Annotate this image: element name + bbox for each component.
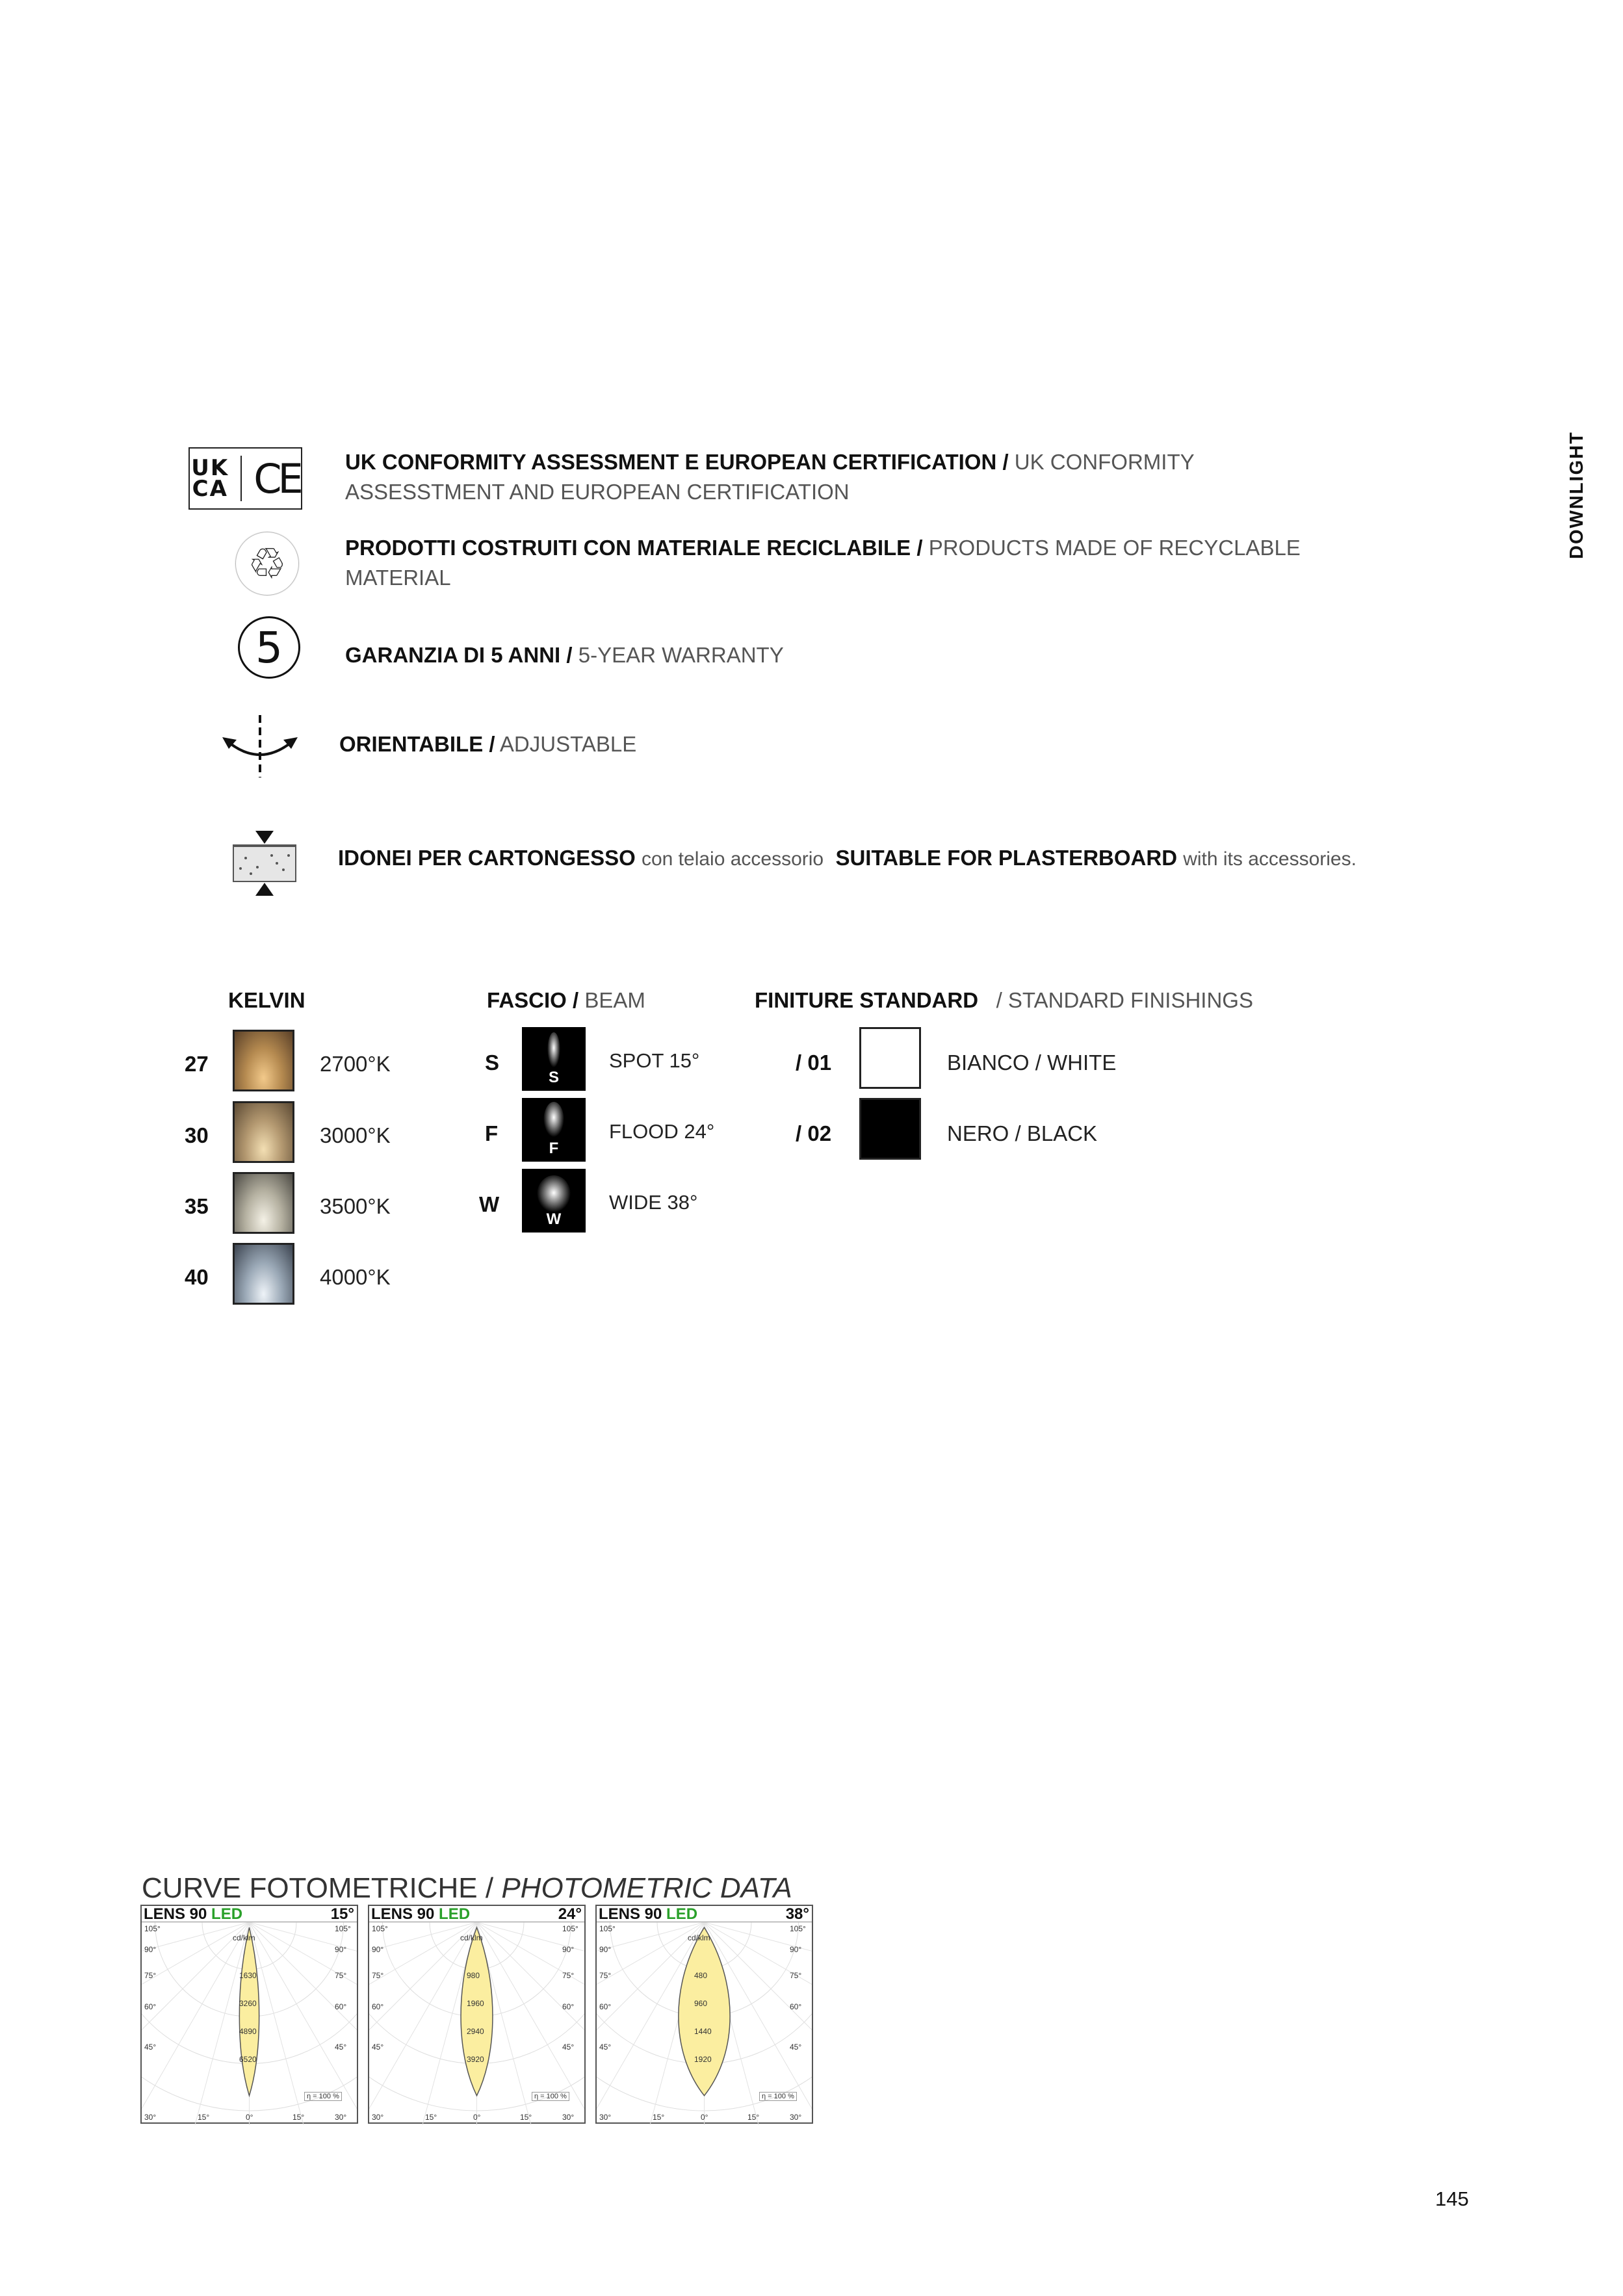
section-label: DOWNLIGHT — [1566, 431, 1587, 559]
plot-header — [369, 1906, 584, 1922]
angle-label-right: 30° — [562, 2113, 575, 2122]
efficiency-label: η = 100 % — [759, 2092, 797, 2101]
beam-header: FASCIO / BEAM — [487, 988, 645, 1012]
scale-value: 6520 — [239, 2055, 257, 2064]
beam-swatch-flood: F — [522, 1098, 586, 1162]
angle-label-left: 30° — [372, 2113, 384, 2122]
cert-ukca-text: UK CONFORMITY ASSESSMENT E EUROPEAN CERTIFICATION / UK CONFORMITY ASSESSTMENT AND EUROPEAN CERTIFICATION — [345, 450, 1195, 504]
finish-swatch-white — [859, 1027, 921, 1089]
angle-label-left: 75° — [372, 1971, 384, 1980]
kelvin-label: 2700°K — [320, 1052, 391, 1076]
plot-header — [597, 1906, 812, 1922]
kelvin-label: 3000°K — [320, 1123, 391, 1147]
polar-spoke — [250, 1922, 357, 2006]
angle-label-bottom: 15° — [747, 2113, 760, 2122]
angle-label-bottom: 0° — [246, 2113, 253, 2122]
kelvin-label: 3500°K — [320, 1194, 391, 1218]
finish-code: / 01 — [796, 1050, 832, 1075]
cert-warranty-text: GARANZIA DI 5 ANNI / 5-YEAR WARRANTY — [345, 643, 784, 667]
kelvin-code: 30 — [185, 1123, 209, 1147]
scale-value: 3920 — [467, 2055, 484, 2064]
angle-label-right: 60° — [562, 2002, 575, 2011]
scale-value: 2940 — [467, 2027, 484, 2036]
scale-value: 480 — [694, 1971, 708, 1980]
kelvin-swatch-2700 — [233, 1030, 294, 1091]
angle-label-bottom: 15° — [425, 2113, 437, 2122]
finish-label: BIANCO / WHITE — [947, 1050, 1117, 1075]
angle-label-right: 75° — [790, 1971, 802, 1980]
scale-value: 1440 — [694, 2027, 712, 2036]
plot-header — [142, 1906, 357, 1922]
photometric-plot — [595, 1905, 813, 2124]
scale-value: 4890 — [239, 2027, 257, 2036]
plot-lens-label: LENS 90 LED — [144, 1905, 243, 1923]
kelvin-code: 35 — [185, 1194, 209, 1218]
photometric-plot — [140, 1905, 358, 2124]
angle-label-right: 45° — [562, 2042, 575, 2052]
angle-label-right: 90° — [335, 1945, 347, 1954]
angle-label-left: 30° — [599, 2113, 612, 2122]
angle-label-left: 105° — [372, 1924, 388, 1933]
angle-label-right: 30° — [790, 2113, 802, 2122]
angle-label-left: 75° — [144, 1971, 157, 1980]
plot-led-label: LED — [666, 1905, 698, 1923]
plot-lens-label: LENS 90 LED — [599, 1905, 698, 1923]
scale-value: 1920 — [694, 2055, 712, 2064]
polar-spoke — [477, 1922, 585, 2006]
angle-label-right: 45° — [335, 2042, 347, 2052]
beam-lobe — [679, 1927, 730, 2096]
beam-code: S — [485, 1050, 500, 1075]
efficiency-label: η = 100 % — [532, 2092, 569, 2101]
angle-label-right: 30° — [335, 2113, 347, 2122]
ukca-ce-icon — [188, 447, 302, 510]
page-number: 145 — [1435, 2187, 1469, 2210]
polar-spoke — [165, 1922, 249, 2125]
angle-label-right: 105° — [562, 1924, 578, 1933]
beam-code: W — [479, 1192, 500, 1216]
kelvin-label: 4000°K — [320, 1265, 391, 1289]
beam-label: FLOOD 24° — [609, 1120, 715, 1143]
finishes-header: FINITURE STANDARD / STANDARD FINISHINGS — [755, 988, 1253, 1012]
unit-label: cd/klm — [233, 1933, 255, 1942]
photometric-plot — [368, 1905, 586, 2124]
adjustable-icon — [220, 714, 300, 779]
angle-label-left: 60° — [599, 2002, 612, 2011]
scale-value: 980 — [467, 1971, 480, 1980]
scale-value: 1630 — [239, 1971, 257, 1980]
warranty-5-icon: 5 — [238, 616, 300, 679]
finish-code: / 02 — [796, 1121, 832, 1145]
kelvin-header: KELVIN — [228, 988, 305, 1012]
angle-label-bottom: 15° — [520, 2113, 532, 2122]
angle-label-bottom: 0° — [473, 2113, 481, 2122]
photometric-title: CURVE FOTOMETRICHE / PHOTOMETRIC DATA — [142, 1872, 792, 1904]
angle-label-left: 90° — [599, 1945, 612, 1954]
beam-swatch-spot: S — [522, 1027, 586, 1091]
unit-label: cd/klm — [460, 1933, 483, 1942]
kelvin-swatch-4000 — [233, 1243, 294, 1305]
angle-label-right: 105° — [790, 1924, 806, 1933]
angle-label-right: 105° — [335, 1924, 351, 1933]
angle-label-left: 30° — [144, 2113, 157, 2122]
cert-adjustable-text: ORIENTABILE / ADJUSTABLE — [339, 732, 637, 756]
finish-label: NERO / BLACK — [947, 1121, 1098, 1145]
cert-plasterboard-text: IDONEI PER CARTONGESSO con telaio accessorio SUITABLE FOR PLASTERBOARD with its accessories. — [338, 846, 1357, 870]
angle-label-bottom: 0° — [701, 2113, 708, 2122]
angle-label-right: 75° — [335, 1971, 347, 1980]
cert-recycle-text: PRODOTTI COSTRUITI CON MATERIALE RECICLABILE / PRODUCTS MADE OF RECYCLABLE MATERIAL — [345, 536, 1301, 590]
angle-label-left: 45° — [372, 2042, 384, 2052]
angle-label-right: 90° — [562, 1945, 575, 1954]
angle-label-left: 45° — [599, 2042, 612, 2052]
angle-label-left: 105° — [144, 1924, 161, 1933]
scale-value: 3260 — [239, 1999, 257, 2008]
kelvin-code: 40 — [185, 1265, 209, 1289]
angle-label-bottom: 15° — [292, 2113, 305, 2122]
angle-label-left: 45° — [144, 2042, 157, 2052]
beam-swatch-wide: W — [522, 1169, 586, 1233]
plasterboard-icon — [231, 829, 298, 897]
polar-spoke — [142, 1922, 250, 2125]
angle-label-left: 90° — [144, 1945, 157, 1954]
kelvin-swatch-3000 — [233, 1101, 294, 1163]
ukca-ca-text: CA — [192, 476, 228, 502]
plot-led-label: LED — [211, 1905, 243, 1923]
angle-label-right: 60° — [790, 2002, 802, 2011]
angle-label-left: 60° — [372, 2002, 384, 2011]
efficiency-label: η = 100 % — [304, 2092, 342, 2101]
kelvin-code: 27 — [185, 1052, 209, 1076]
plot-lens-label: LENS 90 LED — [371, 1905, 471, 1923]
finish-swatch-black — [859, 1098, 921, 1160]
plot-led-label: LED — [439, 1905, 471, 1923]
ukca-uk-text: UK — [191, 455, 229, 481]
beam-code: F — [485, 1121, 499, 1145]
angle-label-bottom: 15° — [198, 2113, 210, 2122]
angle-label-right: 45° — [790, 2042, 802, 2052]
polar-spoke — [142, 1922, 250, 2125]
plot-beam-angle: 15° — [330, 1905, 354, 1923]
unit-label: cd/klm — [688, 1933, 710, 1942]
beam-lobe — [461, 1927, 493, 2096]
angle-label-bottom: 15° — [653, 2113, 665, 2122]
angle-label-left: 60° — [144, 2002, 157, 2011]
beam-label: WIDE 38° — [609, 1191, 698, 1214]
angle-label-right: 75° — [562, 1971, 575, 1980]
beam-lobe — [239, 1927, 259, 2096]
angle-label-left: 105° — [599, 1924, 616, 1933]
plot-beam-angle: 24° — [558, 1905, 582, 1923]
ce-text: CE — [253, 454, 300, 502]
recycle-icon: ♲ — [235, 532, 299, 595]
scale-value: 960 — [694, 1999, 708, 2008]
angle-label-left: 75° — [599, 1971, 612, 1980]
kelvin-swatch-3500 — [233, 1172, 294, 1234]
scale-value: 1960 — [467, 1999, 484, 2008]
beam-label: SPOT 15° — [609, 1049, 700, 1072]
plot-beam-angle: 38° — [785, 1905, 809, 1923]
angle-label-right: 60° — [335, 2002, 347, 2011]
angle-label-left: 90° — [372, 1945, 384, 1954]
angle-label-right: 90° — [790, 1945, 802, 1954]
